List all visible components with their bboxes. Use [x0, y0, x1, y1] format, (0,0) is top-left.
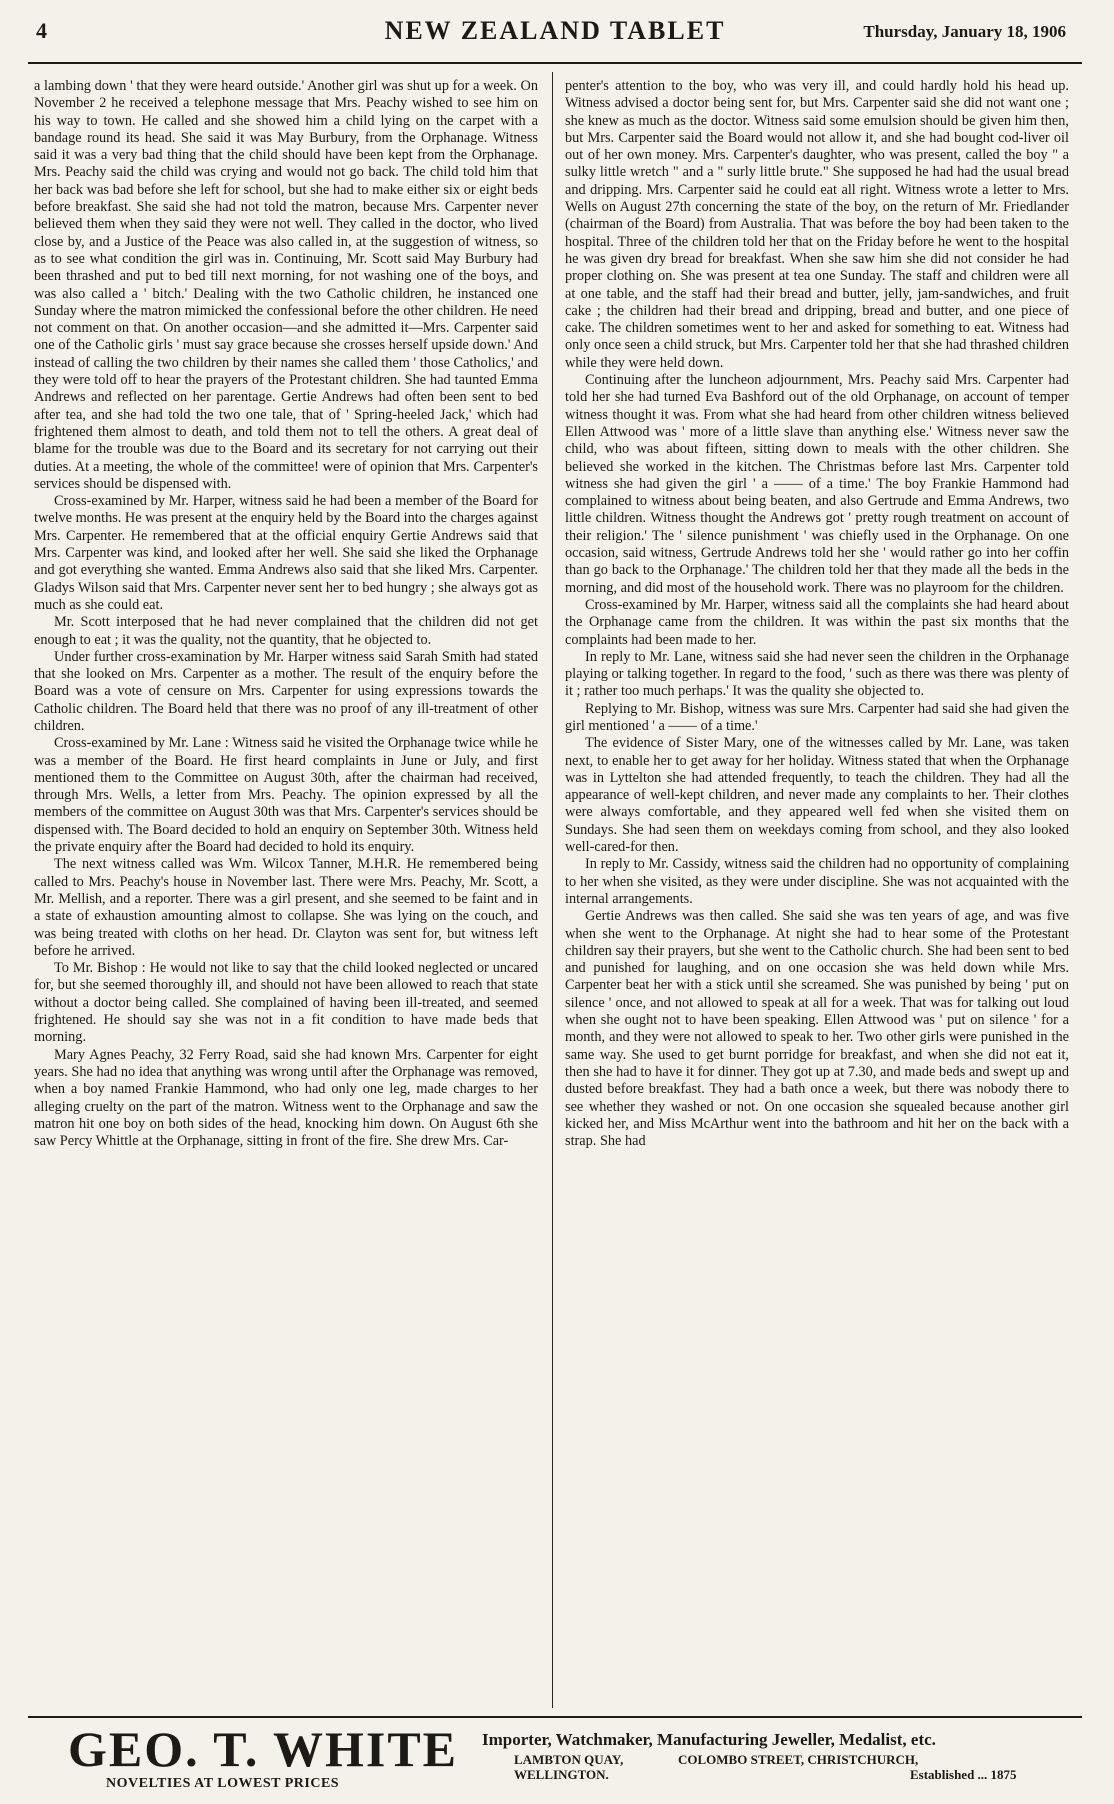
footer-rule: [28, 1716, 1082, 1718]
advert-address-wellington: [514, 1752, 623, 1782]
paragraph: Mr. Scott interposed that he had never complained that the children did not get enough to eat ; it was the quality, not the quantity, that he objected to.: [34, 614, 538, 648]
advert-description: Importer, Watchmaker, Manufacturing Jeweller, Medalist, etc.: [482, 1730, 936, 1749]
paragraph: penter's attention to the boy, who was very ill, and could hardly hold his head up. Witness advised a doctor being sent for, but Mrs. Carpenter said she did not want one ; she knew as much as the doctor. Witness said some emulsion should be given him then, but Mrs. Carpenter said the Board would not allow it, and she had bought cod-liver oil out of her own money. Mrs. Carpenter's daughter, who was present, called the boy " a sulky little wretch " and a " surly little brute." She supposed he had had the usual bread and dripping. Mrs. Carpenter said he could eat all right. Witness wrote a letter to Mrs. Wells on August 27th concerning the state of the boy, on the return of Mr. Friedlander (chairman of the Board) from Australia. That was before the boy had been taken to the hospital. Three of the children told her that on the Friday before he went to the hospital he was given dry bread for breakfast. When she saw him she did not consider he had proper clothing on. She was present at tea one Sunday. The staff and children were all at one table, and the staff had their bread and butter, jelly, jam-sandwiches, and fruit cake ; the children had their bread and dripping, bread and butter, and one piece of cake. The children sometimes went to her and asked for something to eat. Witness had only once seen a child struck, but Mrs. Carpenter told her that she had thrashed children while they were held down.: [565, 78, 1069, 371]
paragraph: The evidence of Sister Mary, one of the witnesses called by Mr. Lane, was taken next, to enable her to get away for her holiday. Witness stated that when the Orphanage was in Lyttelton she had attended frequently, to teach the children. They had all the appearance of well-kept children, and never made any complaints to her. Their clothes were always comfortable, and they appeared well fed when she visited them on Sundays. She had seen them on weekdays coming from school, and they also looked well-cared-for then.: [565, 735, 1069, 856]
header-rule: [28, 62, 1082, 64]
masthead: [28, 14, 1082, 54]
advert-address-line: WELLINGTON.: [514, 1767, 609, 1782]
paragraph: To Mr. Bishop : He would not like to say that the child looked neglected or uncared for, but she seemed thoroughly ill, and should not have been allowed to reach that state without a doctor being called. She complained of having been ill-treated, and seemed frightened. He should say she was not in a fit condition to have made beds that morning.: [34, 960, 538, 1046]
article-column-left: [34, 78, 538, 1706]
newspaper-title: NEW ZEALAND TABLET: [384, 16, 726, 45]
article-column-right: [565, 78, 1069, 1706]
paragraph: Replying to Mr. Bishop, witness was sure Mrs. Carpenter had said she had given the girl mentioned ' a —— of a time.': [565, 700, 1069, 734]
advertisement: [28, 1722, 1082, 1794]
advert-address-christchurch: COLOMBO STREET, CHRISTCHURCH,: [678, 1752, 919, 1767]
paragraph: Under further cross-examination by Mr. Harper witness said Sarah Smith had stated that she looked on Mrs. Carpenter as a mother. The result of the enquiry before the Board was a vote of censure on Mrs. Carpenter for using expressions towards the Catholic children. The Board held that there was no proof of any ill-treatment of other children.: [34, 648, 538, 734]
paragraph: In reply to Mr. Cassidy, witness said the children had no opportunity of complaining to her when she visited, as they were under discipline. She was not acquainted with the internal arrangements.: [565, 856, 1069, 907]
paragraph: Cross-examined by Mr. Lane : Witness said he visited the Orphanage twice while he was a member of the Board. He first heard complaints in June or July, and first mentioned them to the Committee on August 30th, after the chairman had received, through Mrs. Wells, a letter from Mrs. Peachy. The opinion expressed by all the members of the committee on August 30th was that Mrs. Carpenter's services should be dispensed with. The Board decided to hold an enquiry on September 30th. Witness held the private enquiry after the Board had decided to hold its enquiry.: [34, 735, 538, 856]
advert-address-line: LAMBTON QUAY,: [514, 1752, 624, 1767]
advert-established: Established ... 1875: [910, 1767, 1017, 1782]
paragraph: The next witness called was Wm. Wilcox Tanner, M.H.R. He remembered being called to Mrs. Peachy's house in November last. There were Mrs. Peachy, Mr. Scott, a Mr. Mellish, and a reporter. There was a girl present, and she seemed to be faint and in a state of exhaustion amounting almost to collapse. She was lying on the couch, and was being treated with cloths on her head. Dr. Clayton was sent for, but witness left before he arrived.: [34, 856, 538, 959]
paragraph: In reply to Mr. Lane, witness said she had never seen the children in the Orphanage playing or talking together. In regard to the food, ' such as there was there was plenty of it ; rather too much perhaps.' It was the quality she objected to.: [565, 648, 1069, 700]
advert-brand: GEO. T. WHITE: [68, 1721, 459, 1777]
column-divider: [552, 72, 553, 1708]
paragraph: Cross-examined by Mr. Harper, witness said all the complaints she had heard about the Orphanage came from the children. It was within the past six months that the complaints had been made to her.: [565, 596, 1069, 648]
paragraph: Cross-examined by Mr. Harper, witness said he had been a member of the Board for twelve months. He was present at the enquiry held by the Board into the charges against Mrs. Carpenter. He remembered that at the official enquiry Gertie Andrews said that Mrs. Carpenter was kind, and looked after her well. She said she liked the Orphanage and got everything she wanted. Emma Andrews also said that she liked Mrs. Carpenter. Gladys Wilson said that Mrs. Carpenter never sent her to bed hungry ; she always got as much as she could eat.: [34, 493, 538, 613]
paragraph: Mary Agnes Peachy, 32 Ferry Road, said she had known Mrs. Carpenter for eight years. She had no idea that anything was wrong until after the Orphanage was removed, when a boy named Frankie Hammond, who had only one leg, made charges to her alleging cruelty on the part of the matron. Witness went to the Orphanage and saw the matron hit one boy on both sides of the head, knocking him down. On August 6th she saw Percy Whittle at the Orphanage, sitting in front of the fire. She drew Mrs. Car-: [34, 1046, 538, 1150]
paragraph: Continuing after the luncheon adjournment, Mrs. Peachy said Mrs. Carpenter had told her she had turned Eva Bashford out of the old Orphanage, on account of temper witness thought it was. From what she had heard from other children witness believed Ellen Attwood was ' more of a little slave than anything else.' Witness never saw the child, who was about fifteen, sitting down to meals with the other children. She believed she worked in the kitchen. The Christmas before last Mrs. Carpenter told witness she had given the girl ' a —— of a time.' The boy Frankie Hammond had complained to witness about being beaten, and also Gertrude and Emma Andrews, two little children. Witness thought the Andrews got ' pretty rough treatment on account of their religion.' The ' silence punishment ' was chiefly used in the Orphanage. On one occasion, said witness, Gertrude Andrews told her she ' would rather go into her coffin than go back to the Orphanage.' The children told her that they made all the beds in the morning, and did most of the household work. There was no playroom for the children.: [565, 372, 1069, 596]
paragraph: Gertie Andrews was then called. She said she was ten years of age, and was five when she went to the Orphanage. At night she had to hear some of the Protestant children say their prayers, but she went to the Catholic church. She had been sent to bed and punished for laughing, and on one occasion she was held down while Mrs. Carpenter beat her with a stick until she screamed. She was punished by being ' put on silence ' once, and not allowed to speak at all for a week. That was for talking out loud when she ought not to have been speaking. Ellen Attwood was ' put on silence ' for a month, and they were not allowed to speak to her. Two other girls were punished in the same way. She used to get burnt porridge for breakfast, and when she did not eat it, then she had to have it for dinner. They got up at 7.30, and made beds and swept up and dusted before breakfast. They had a bath once a week, but there was nobody there to see whether they washed or not. On one occasion she squealed because another girl kicked her, and Miss McArthur went into the bathroom and hit her on the back with a strap. She had: [565, 908, 1069, 1150]
page-number: 4: [36, 18, 47, 43]
paragraph: a lambing down ' that they were heard outside.' Another girl was shut up for a week. On November 2 he received a telephone message that Mrs. Peachy wished to see him on his way to town. He called and she showed him a child lying on the carpet with a bandage round its head. She said it was May Burbury, from the Orphanage. Witness said it was a very bad thing that the child should have been kept from the Orphanage. Mrs. Peachy said the child was crying and would not go back. The child told him that her back was bad before she left for school, but she had to make either six or eight beds before breakfast. She said she had not told the matron, because Mrs. Carpenter never believed them when they said they were not well. They called in the doctor, who lived close by, and a Justice of the Peace was also called in, at the suggestion of witness, so as to see what condition the girl was in. Continuing, Mr. Scott said May Burbury had been thrashed and put to bed till next morning, for not washing one of the boys, and was also called a ' bitch.' Dealing with the two Catholic children, he instanced one Sunday where the matron mimicked the confessional before the other children. He need not comment on that. On another occasion—and she admitted it—Mrs. Carpenter said one of the Catholic girls ' must say grace because she crosses herself upside down.' And instead of calling the two children by their names she called them ' those Catholics,' and they were told off to hear the prayers of the Protestant children. She had taunted Emma Andrews and reflected on her parentage. Gertie Andrews had often been sent to bed after tea, and she had told the two one tale, that of ' Spring-heeled Jack,' which had frightened them almost to death, and told them not to tell the others. A great deal of blame for the trouble was due to the Board and its secretary for not carrying out their duties. At a meeting, the whole of the committee! were of opinion that Mrs. Carpenter's services should be dispensed with.: [34, 78, 538, 492]
issue-date: Thursday, January 18, 1906: [863, 22, 1066, 41]
advert-tagline: NOVELTIES AT LOWEST PRICES: [106, 1776, 340, 1791]
